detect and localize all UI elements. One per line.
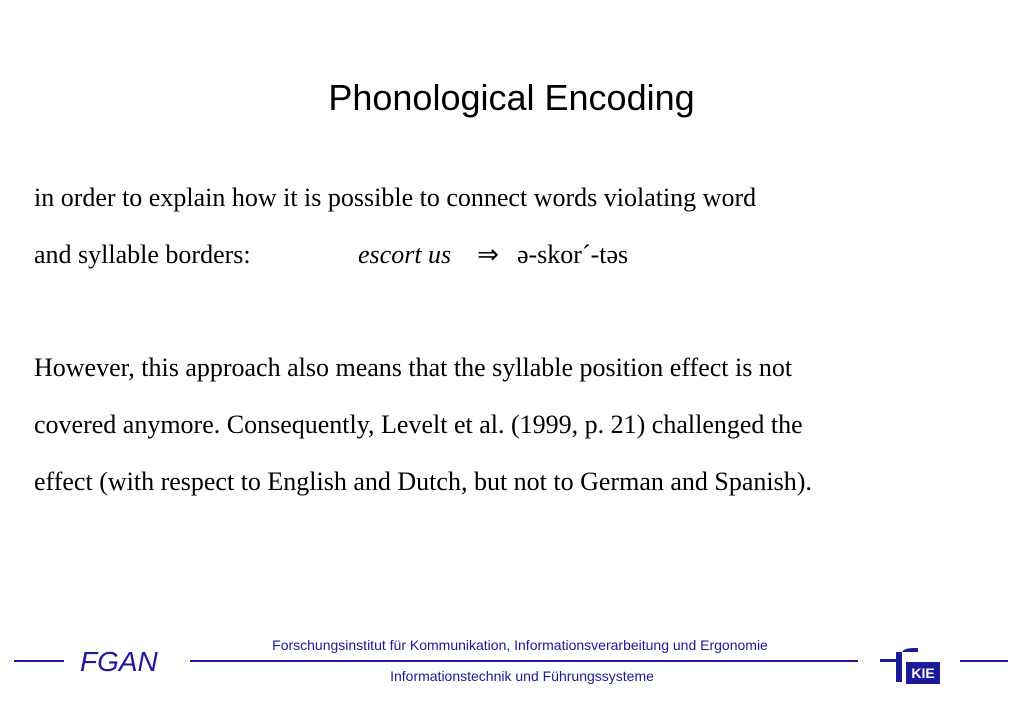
paragraph1-line1: in order to explain how it is possible to connect words violating word	[34, 183, 757, 212]
example-transcription-group	[358, 238, 628, 272]
paragraph2-line2: covered anymore. Consequently, Levelt et al. (1999, p. 21) challenged the	[34, 410, 803, 439]
example-phrase: escort us	[358, 240, 452, 269]
footer-rule-center	[190, 660, 858, 662]
phonetic-transcription: ə-skor´-təs	[516, 240, 629, 269]
footer-department: Informationstechnik und Führungssysteme	[390, 668, 654, 684]
kie-logo-text: KIE	[911, 665, 935, 681]
footer-institute: Forschungsinstitut für Kommunikation, Informationsverarbeitung und Ergonomie	[272, 637, 768, 653]
paragraph2-line3: effect (with respect to English and Dutch, but not to German and Spanish).	[34, 467, 812, 496]
fgan-logo: FGAN	[80, 646, 158, 677]
footer-rule-left	[14, 660, 64, 662]
footer-rule-right	[960, 660, 1008, 662]
implies-arrow-icon: ⇒	[477, 240, 499, 269]
paragraph1-line2-lead: and syllable borders:	[34, 240, 251, 269]
paragraph2-line1: However, this approach also means that the syllable position effect is not	[34, 353, 793, 382]
slide-title: Phonological Encoding	[328, 77, 695, 118]
